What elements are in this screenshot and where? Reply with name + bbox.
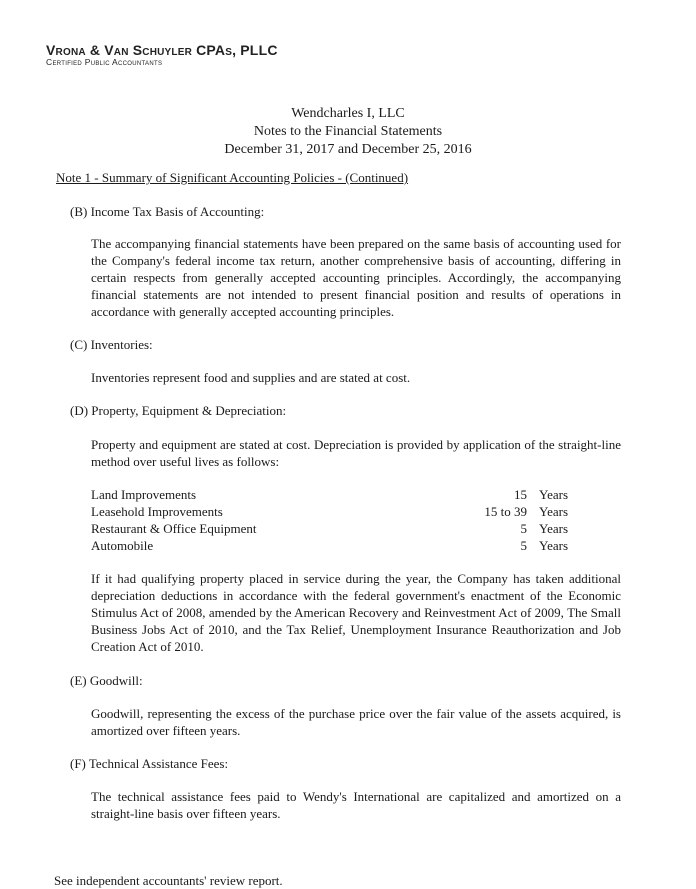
useful-life-years: 5 [520,538,527,553]
asset-category: Land Improvements [91,487,197,502]
asset-category: Leasehold Improvements [91,504,223,519]
table-row [91,503,577,520]
table-row [91,537,577,554]
period-line: December 31, 2017 and December 25, 2016 [224,142,472,157]
asset-category: Automobile [91,538,154,553]
useful-life-years: 15 [514,487,527,502]
section-heading-property: (D) Property, Equipment & Depreciation: [70,403,287,418]
useful-life-unit: Years [539,504,569,519]
useful-lives-table [91,486,577,554]
firm-name: Vrona & Van Schuyler CPAs, PLLC [46,42,278,58]
paragraph-income-tax: The accompanying financial statements have been prepared on the same basis of accounting used for the Company's federal income tax return, another comprehensive basis of accounting, differing in certain respects from generally accepted accounting principles. Accordingly, the accompanying financial statements are not intended to present financial position and results of operations in accordance with generally accepted accounting principles. [91,236,621,319]
useful-life-unit: Years [539,487,569,502]
paragraph-additional-depreciation: If it had qualifying property placed in service during the year, the Company has taken additional depreciation deductions in accordance with the federal government's enactment of the Economic Stimulus Act of 2008, amended by the American Recovery and Reinvestment Act of 2009, The Small Business Jobs Act of 2010, and the Tax Relief, Unemployment Insurance Reauthorization and Job Creation Act of 2010. [91,571,621,654]
useful-life-years: 5 [520,521,527,536]
company-name: Wendcharles I, LLC [291,106,405,121]
asset-category: Restaurant & Office Equipment [91,521,257,536]
table-row [91,486,577,503]
note-title: Note 1 - Summary of Significant Accounting Policies - (Continued) [56,170,409,185]
document-title: Notes to the Financial Statements [253,124,443,139]
paragraph-property: Property and equipment are stated at cost. Depreciation is provided by application of the straight-line method over useful lives as follows: [91,437,621,469]
useful-life-unit: Years [539,521,569,536]
useful-life-unit: Years [539,538,569,553]
paragraph-goodwill: Goodwill, representing the excess of the purchase price over the fair value of the assets acquired, is amortized over fifteen years. [91,706,621,738]
firm-subtitle: Certified Public Accountants [46,57,163,67]
paragraph-inventories: Inventories represent food and supplies and are stated at cost. [91,370,411,385]
paragraph-technical-fees: The technical assistance fees paid to Wendy's International are capitalized and amortized on a straight-line basis over fifteen years. [91,789,621,821]
section-heading-income-tax: (B) Income Tax Basis of Accounting: [70,204,265,219]
footer-note: See independent accountants' review report. [54,873,283,888]
useful-life-years: 15 to 39 [484,504,527,519]
section-heading-goodwill: (E) Goodwill: [70,673,143,688]
section-heading-inventories: (C) Inventories: [70,337,153,352]
section-heading-technical-fees: (F) Technical Assistance Fees: [70,756,229,771]
table-row [91,520,577,537]
